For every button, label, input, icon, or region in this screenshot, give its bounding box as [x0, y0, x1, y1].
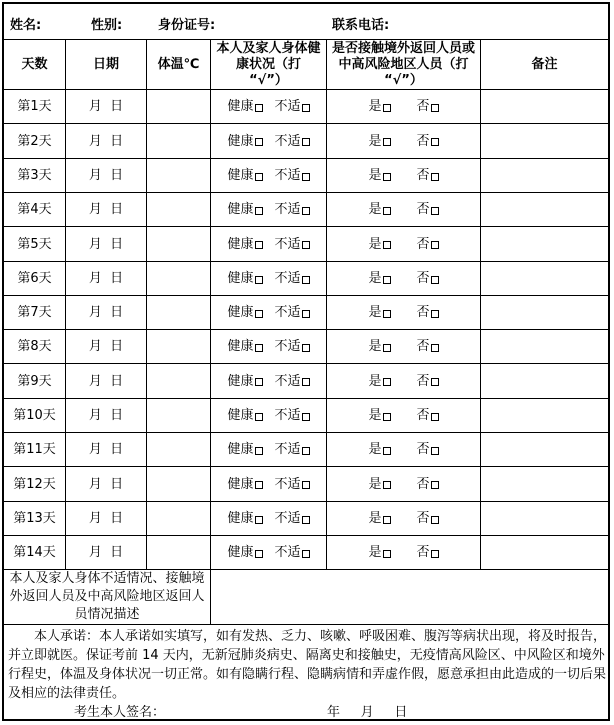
- date-cell[interactable]: 月 日: [88, 373, 124, 389]
- commitment-section: [4, 625, 608, 719]
- healthy-label: 健康: [227, 202, 254, 217]
- checkbox-icon[interactable]: [302, 344, 310, 352]
- temperature-cell[interactable]: [147, 502, 210, 536]
- healthy-option[interactable]: [227, 271, 262, 287]
- day-cell: 第2天: [17, 133, 52, 149]
- yes-option[interactable]: [368, 134, 390, 150]
- health-status-cell: [211, 124, 326, 159]
- commitment-text: [8, 627, 606, 703]
- no-option[interactable]: [417, 339, 439, 355]
- no-label: 否: [416, 99, 430, 114]
- checkbox-icon[interactable]: [302, 104, 310, 112]
- header-line: 康状况（打: [235, 56, 301, 72]
- no-option[interactable]: [417, 99, 439, 115]
- temperature-cell[interactable]: [147, 193, 210, 227]
- healthy-label: 健康: [227, 271, 254, 286]
- unwell-label: 不适: [274, 476, 301, 492]
- unwell-label: 不适: [274, 545, 301, 560]
- health-status-cell: [211, 227, 326, 262]
- unwell-label: 不适: [274, 133, 301, 149]
- temperature-cell[interactable]: [147, 227, 210, 262]
- checkbox-icon[interactable]: [383, 104, 391, 112]
- no-label: 否: [416, 339, 430, 354]
- header-line: “√”）: [249, 72, 288, 88]
- checkbox-icon[interactable]: [431, 276, 439, 284]
- phone-label: 联系电话:: [332, 18, 390, 33]
- health-status-cell: [211, 502, 326, 536]
- unwell-label: 不适: [274, 442, 301, 457]
- checkbox-icon[interactable]: [383, 207, 391, 215]
- no-option[interactable]: [417, 442, 439, 458]
- checkbox-icon[interactable]: [255, 276, 263, 284]
- contact-status-cell: [327, 330, 480, 364]
- health-status-cell: [211, 536, 326, 570]
- unwell-label: 不适: [274, 168, 301, 183]
- healthy-label: 健康: [227, 511, 254, 526]
- no-option[interactable]: [417, 408, 439, 424]
- temperature-cell[interactable]: [147, 124, 210, 159]
- day-cell: 第8天: [17, 339, 52, 354]
- unwell-option[interactable]: [275, 168, 310, 184]
- temperature-cell[interactable]: [147, 330, 210, 364]
- checkbox-icon[interactable]: [383, 516, 391, 524]
- header-line: 是否接触境外返回人员或: [331, 40, 475, 56]
- contact-status-cell: [327, 90, 480, 124]
- yes-label: 是: [368, 236, 382, 252]
- day-cell: 第10天: [13, 408, 56, 423]
- day-cell: 第9天: [17, 373, 52, 389]
- description-input[interactable]: [211, 570, 608, 624]
- checkbox-icon[interactable]: [431, 550, 439, 558]
- checkbox-icon[interactable]: [302, 241, 310, 249]
- healthy-option[interactable]: [227, 99, 262, 115]
- unwell-option[interactable]: [275, 511, 310, 527]
- healthy-option[interactable]: [227, 339, 262, 355]
- healthy-label: 健康: [227, 305, 254, 320]
- contact-status-cell: [327, 193, 480, 227]
- unwell-option[interactable]: [275, 99, 310, 115]
- no-label: 否: [416, 236, 430, 252]
- unwell-option[interactable]: [275, 339, 310, 355]
- checkbox-icon[interactable]: [302, 413, 310, 421]
- contact-status-cell: [327, 159, 480, 193]
- yes-option[interactable]: [368, 511, 390, 527]
- temperature-cell[interactable]: [147, 433, 210, 467]
- no-label: 否: [416, 442, 430, 457]
- yes-option[interactable]: [368, 237, 390, 253]
- gender-label: 性别:: [91, 18, 123, 33]
- column-header-remark: 备注: [531, 56, 558, 72]
- remark-cell[interactable]: [481, 536, 608, 570]
- signature-date: 年 月 日: [327, 705, 408, 720]
- no-label: 否: [416, 133, 430, 149]
- signature-field[interactable]: [164, 699, 324, 717]
- remark-cell[interactable]: [481, 90, 608, 124]
- remark-cell[interactable]: [481, 262, 608, 296]
- checkbox-icon[interactable]: [431, 138, 439, 146]
- unwell-option[interactable]: [275, 477, 310, 493]
- yes-label: 是: [368, 168, 382, 183]
- signature-label: 考生本人签名：: [74, 705, 166, 720]
- contact-status-cell: [327, 399, 480, 433]
- contact-status-cell: [327, 467, 480, 502]
- checkbox-icon[interactable]: [431, 516, 439, 524]
- no-option[interactable]: [417, 477, 439, 493]
- day-cell: 第7天: [17, 305, 52, 320]
- yes-label: 是: [368, 545, 382, 560]
- health-status-cell: [211, 193, 326, 227]
- day-cell: 第13天: [13, 511, 56, 526]
- no-label: 否: [416, 271, 430, 286]
- remark-cell[interactable]: [481, 502, 608, 536]
- column-header-contact-status: [327, 40, 480, 89]
- yes-label: 是: [368, 202, 382, 217]
- yes-option[interactable]: [368, 99, 390, 115]
- unwell-label: 不适: [274, 408, 301, 423]
- contact-status-cell: [327, 124, 480, 159]
- healthy-option[interactable]: [227, 477, 262, 493]
- checkbox-icon[interactable]: [431, 447, 439, 455]
- no-option[interactable]: [417, 271, 439, 287]
- remark-cell[interactable]: [481, 330, 608, 364]
- no-label: 否: [416, 373, 430, 389]
- checkbox-icon[interactable]: [302, 310, 310, 318]
- healthy-option[interactable]: [227, 237, 262, 253]
- no-option[interactable]: [417, 305, 439, 321]
- checkbox-icon[interactable]: [255, 207, 263, 215]
- checkbox-icon[interactable]: [302, 378, 310, 386]
- contact-status-cell: [327, 262, 480, 296]
- healthy-label: 健康: [227, 236, 254, 252]
- healthy-option[interactable]: [227, 134, 262, 150]
- no-label: 否: [416, 511, 430, 526]
- unwell-option[interactable]: [275, 442, 310, 458]
- yes-label: 是: [368, 373, 382, 389]
- healthy-label: 健康: [227, 442, 254, 457]
- yes-option[interactable]: [368, 545, 390, 561]
- checkbox-icon[interactable]: [302, 550, 310, 558]
- column-header-day: 天数: [21, 56, 48, 72]
- unwell-label: 不适: [274, 305, 301, 320]
- temperature-cell[interactable]: [147, 90, 210, 124]
- date-cell[interactable]: 月 日: [88, 511, 124, 526]
- checkbox-icon[interactable]: [383, 276, 391, 284]
- checkbox-icon[interactable]: [255, 173, 263, 181]
- temperature-cell[interactable]: [147, 296, 210, 330]
- yes-label: 是: [368, 133, 382, 149]
- healthy-option[interactable]: [227, 442, 262, 458]
- date-cell[interactable]: 月 日: [88, 408, 124, 423]
- temperature-cell[interactable]: [147, 399, 210, 433]
- yes-label: 是: [368, 476, 382, 492]
- header-line: 本人及家人身体健: [216, 40, 321, 56]
- day-cell: 第14天: [13, 545, 56, 560]
- checkbox-icon[interactable]: [383, 138, 391, 146]
- date-cell[interactable]: 月 日: [88, 305, 124, 320]
- healthy-label: 健康: [227, 133, 254, 149]
- remark-cell[interactable]: [481, 124, 608, 159]
- contact-status-cell: [327, 502, 480, 536]
- no-option[interactable]: [417, 168, 439, 184]
- health-status-cell: [211, 364, 326, 399]
- remark-cell[interactable]: [481, 296, 608, 330]
- no-label: 否: [416, 408, 430, 423]
- health-status-cell: [211, 467, 326, 502]
- contact-status-cell: [327, 296, 480, 330]
- remark-cell[interactable]: [481, 364, 608, 399]
- checkbox-icon[interactable]: [383, 344, 391, 352]
- unwell-label: 不适: [274, 339, 301, 354]
- checkbox-icon[interactable]: [255, 516, 263, 524]
- checkbox-icon[interactable]: [383, 550, 391, 558]
- no-option[interactable]: [417, 545, 439, 561]
- header-line: 中高风险地区人员（打: [338, 56, 469, 72]
- healthy-label: 健康: [227, 476, 254, 492]
- yes-option[interactable]: [368, 374, 390, 390]
- remark-cell[interactable]: [481, 159, 608, 193]
- health-status-cell: [211, 399, 326, 433]
- unwell-option[interactable]: [275, 374, 310, 390]
- checkbox-icon[interactable]: [255, 481, 263, 489]
- yes-label: 是: [368, 339, 382, 354]
- checkbox-icon[interactable]: [431, 104, 439, 112]
- yes-option[interactable]: [368, 408, 390, 424]
- checkbox-icon[interactable]: [255, 138, 263, 146]
- yes-label: 是: [368, 99, 382, 114]
- checkbox-icon[interactable]: [431, 378, 439, 386]
- day-cell: 第12天: [13, 476, 56, 492]
- checkbox-icon[interactable]: [431, 413, 439, 421]
- temperature-cell[interactable]: [147, 467, 210, 502]
- checkbox-icon[interactable]: [383, 447, 391, 455]
- no-label: 否: [416, 305, 430, 320]
- yes-option[interactable]: [368, 305, 390, 321]
- day-cell: 第3天: [17, 168, 52, 183]
- temperature-cell[interactable]: [147, 364, 210, 399]
- checkbox-icon[interactable]: [302, 447, 310, 455]
- date-cell[interactable]: 月 日: [88, 271, 124, 286]
- unwell-label: 不适: [274, 236, 301, 252]
- healthy-label: 健康: [227, 545, 254, 560]
- checkbox-icon[interactable]: [431, 481, 439, 489]
- date-cell[interactable]: 月 日: [88, 545, 124, 560]
- unwell-option[interactable]: [275, 134, 310, 150]
- checkbox-icon[interactable]: [431, 310, 439, 318]
- checkbox-icon[interactable]: [302, 516, 310, 524]
- header-line: “√”）: [384, 72, 423, 88]
- date-cell[interactable]: 月 日: [88, 339, 124, 354]
- yes-option[interactable]: [368, 442, 390, 458]
- health-status-cell: [211, 330, 326, 364]
- checkbox-icon[interactable]: [383, 378, 391, 386]
- checkbox-icon[interactable]: [255, 310, 263, 318]
- healthy-option[interactable]: [227, 168, 262, 184]
- health-status-cell: [211, 296, 326, 330]
- no-label: 否: [416, 545, 430, 560]
- remark-cell[interactable]: [481, 193, 608, 227]
- checkbox-icon[interactable]: [383, 481, 391, 489]
- no-option[interactable]: [417, 374, 439, 390]
- yes-option[interactable]: [368, 168, 390, 184]
- no-option[interactable]: [417, 202, 439, 218]
- date-cell[interactable]: 月 日: [88, 236, 124, 252]
- healthy-option[interactable]: [227, 202, 262, 218]
- checkbox-icon[interactable]: [255, 104, 263, 112]
- temperature-cell[interactable]: [147, 262, 210, 296]
- remark-cell[interactable]: [481, 399, 608, 433]
- temperature-cell[interactable]: [147, 536, 210, 570]
- checkbox-icon[interactable]: [302, 207, 310, 215]
- checkbox-icon[interactable]: [302, 481, 310, 489]
- no-option[interactable]: [417, 237, 439, 253]
- unwell-option[interactable]: [275, 271, 310, 287]
- healthy-label: 健康: [227, 408, 254, 423]
- yes-label: 是: [368, 408, 382, 423]
- healthy-option[interactable]: [227, 511, 262, 527]
- remark-cell[interactable]: [481, 227, 608, 262]
- healthy-label: 健康: [227, 168, 254, 183]
- date-cell[interactable]: 月 日: [88, 99, 124, 114]
- remark-cell[interactable]: [481, 433, 608, 467]
- personal-info-row: [4, 4, 608, 39]
- unwell-label: 不适: [274, 271, 301, 286]
- checkbox-icon[interactable]: [383, 173, 391, 181]
- checkbox-icon[interactable]: [255, 550, 263, 558]
- column-header-health-status: [211, 40, 326, 89]
- yes-label: 是: [368, 271, 382, 286]
- contact-status-cell: [327, 433, 480, 467]
- day-cell: 第4天: [17, 202, 52, 217]
- unwell-option[interactable]: [275, 237, 310, 253]
- unwell-label: 不适: [274, 511, 301, 526]
- column-header-temperature: 体温℃: [157, 56, 200, 72]
- checkbox-icon[interactable]: [431, 344, 439, 352]
- checkbox-icon[interactable]: [302, 173, 310, 181]
- unwell-option[interactable]: [275, 545, 310, 561]
- contact-status-cell: [327, 364, 480, 399]
- healthy-label: 健康: [227, 99, 254, 114]
- day-cell: 第1天: [17, 99, 52, 114]
- health-status-cell: [211, 90, 326, 124]
- day-cell: 第6天: [17, 271, 52, 286]
- checkbox-icon[interactable]: [302, 276, 310, 284]
- date-cell[interactable]: 月 日: [88, 202, 124, 217]
- checkbox-icon[interactable]: [255, 344, 263, 352]
- no-label: 否: [416, 168, 430, 183]
- unwell-label: 不适: [274, 373, 301, 389]
- no-option[interactable]: [417, 134, 439, 150]
- no-option[interactable]: [417, 511, 439, 527]
- checkbox-icon[interactable]: [431, 207, 439, 215]
- checkbox-icon[interactable]: [383, 413, 391, 421]
- healthy-label: 健康: [227, 373, 254, 389]
- remark-cell[interactable]: [481, 467, 608, 502]
- contact-status-cell: [327, 536, 480, 570]
- yes-option[interactable]: [368, 339, 390, 355]
- healthy-option[interactable]: [227, 545, 262, 561]
- day-cell: 第5天: [17, 236, 52, 252]
- commitment-paragraph: 本人承诺：本人承诺如实填写，如有发热、乏力、咳嗽、呼吸困难、腹泻等病状出现，将及时报告，并立即就医。保证考前 14 天内，无新冠肺炎病史、隔离史和接触史，无疫情高风险区、中风险区和境外行程史，体温及身体状况一切正常。如有隐瞒行程、隐瞒病情和弄虚作假，愿意承担由此造成的一切后果及相应的法律责任。: [8, 629, 607, 701]
- checkbox-icon[interactable]: [302, 138, 310, 146]
- description-label: 本人及家人身体不适情况、接触境外返回人员及中高风险地区返回人员情况描述: [9, 571, 205, 622]
- health-declaration-form: [2, 2, 610, 721]
- healthy-label: 健康: [227, 339, 254, 354]
- date-cell[interactable]: 月 日: [88, 168, 124, 183]
- no-label: 否: [416, 202, 430, 217]
- health-status-cell: [211, 433, 326, 467]
- healthy-option[interactable]: [227, 374, 262, 390]
- checkbox-icon[interactable]: [383, 310, 391, 318]
- no-label: 否: [416, 476, 430, 492]
- day-cell: 第11天: [13, 442, 56, 457]
- checkbox-icon[interactable]: [383, 241, 391, 249]
- contact-status-cell: [327, 227, 480, 262]
- checkbox-icon[interactable]: [255, 241, 263, 249]
- yes-option[interactable]: [368, 271, 390, 287]
- date-cell[interactable]: 月 日: [88, 476, 124, 492]
- yes-option[interactable]: [368, 477, 390, 493]
- health-status-cell: [211, 159, 326, 193]
- health-status-cell: [211, 262, 326, 296]
- name-label: 姓名:: [10, 18, 42, 33]
- healthy-option[interactable]: [227, 305, 262, 321]
- checkbox-icon[interactable]: [431, 173, 439, 181]
- column-header-date: 日期: [92, 56, 119, 72]
- unwell-option[interactable]: [275, 202, 310, 218]
- unwell-label: 不适: [274, 202, 301, 217]
- checkbox-icon[interactable]: [431, 241, 439, 249]
- healthy-option[interactable]: [227, 408, 262, 424]
- yes-label: 是: [368, 305, 382, 320]
- yes-option[interactable]: [368, 202, 390, 218]
- unwell-option[interactable]: [275, 305, 310, 321]
- yes-label: 是: [368, 442, 382, 457]
- unwell-option[interactable]: [275, 408, 310, 424]
- checkbox-icon[interactable]: [255, 413, 263, 421]
- yes-label: 是: [368, 511, 382, 526]
- date-cell[interactable]: 月 日: [88, 133, 124, 149]
- temperature-cell[interactable]: [147, 159, 210, 193]
- checkbox-icon[interactable]: [255, 378, 263, 386]
- unwell-label: 不适: [274, 99, 301, 114]
- date-cell[interactable]: 月 日: [88, 442, 124, 457]
- checkbox-icon[interactable]: [255, 447, 263, 455]
- id-number-label: 身份证号:: [158, 18, 216, 33]
